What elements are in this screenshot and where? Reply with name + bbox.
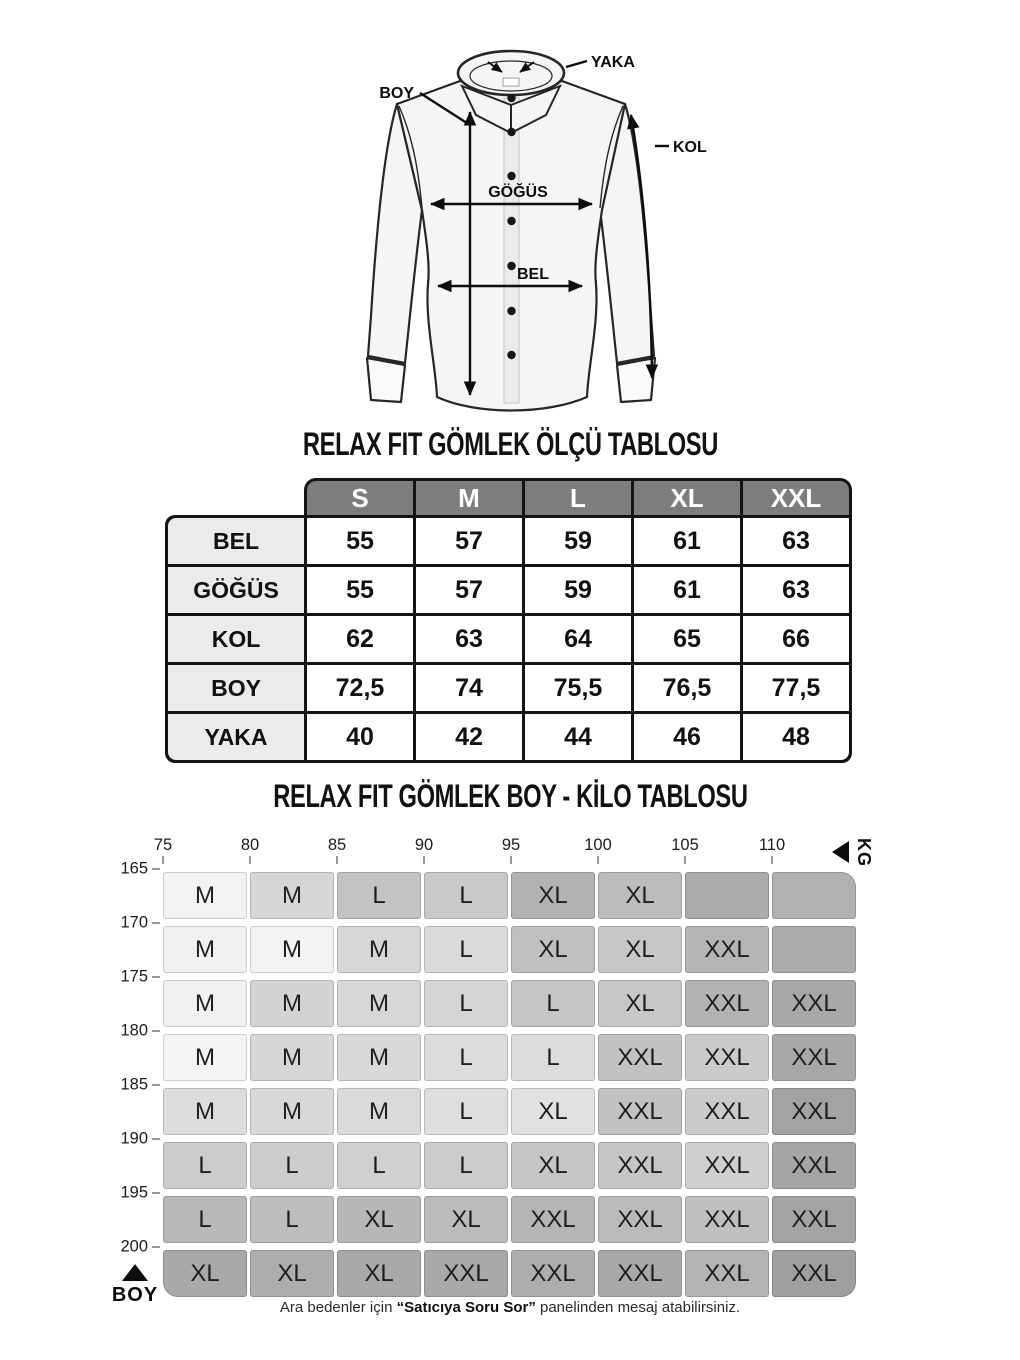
diagram-label-kol: KOL — [673, 139, 707, 156]
weight-tick-label: 95 — [501, 836, 521, 854]
matrix-cell: XL — [598, 980, 682, 1027]
size-value-cell: 76,5 — [634, 665, 740, 711]
kg-unit-label: KG — [854, 837, 874, 867]
height-tick-label: 170 — [120, 913, 148, 932]
weight-axis-unit — [832, 837, 878, 867]
matrix-cell: M — [250, 980, 334, 1027]
height-tick — [152, 1084, 160, 1086]
size-value-cell: 46 — [634, 714, 740, 760]
height-tick — [152, 1030, 160, 1032]
matrix-cell: XL — [250, 1250, 334, 1297]
matrix-cell: M — [163, 980, 247, 1027]
weight-tick-label: 110 — [758, 836, 786, 854]
matrix-cell: XL — [511, 926, 595, 973]
size-value-cell: 63 — [416, 616, 522, 662]
matrix-cell — [685, 872, 769, 919]
weight-tick — [771, 856, 773, 864]
height-tick — [152, 922, 160, 924]
weight-tick — [249, 856, 251, 864]
height-tick — [152, 868, 160, 870]
height-tick-label: 180 — [120, 1021, 148, 1040]
weight-tick — [162, 856, 164, 864]
collar-tag — [503, 78, 519, 86]
size-value-cell: 59 — [525, 567, 631, 613]
size-row-label: BEL — [168, 518, 304, 564]
matrix-cell: XL — [163, 1250, 247, 1297]
weight-tick-label: 90 — [414, 836, 434, 854]
height-tick-label: 185 — [120, 1075, 148, 1094]
size-column-header: S — [307, 481, 413, 515]
matrix-cell: M — [250, 1088, 334, 1135]
footnote — [0, 1299, 1020, 1316]
matrix-cell: XXL — [598, 1034, 682, 1081]
matrix-cell: XL — [337, 1196, 421, 1243]
weight-tick — [510, 856, 512, 864]
matrix-cell: XXL — [685, 926, 769, 973]
size-value-cell: 61 — [634, 567, 740, 613]
weight-tick-label: 85 — [327, 836, 347, 854]
weight-tick-label: 80 — [240, 836, 260, 854]
height-tick-label: 195 — [120, 1183, 148, 1202]
matrix-cell: L — [163, 1196, 247, 1243]
shirt-diagram — [300, 16, 740, 428]
footnote-bold: “Satıcıya Soru Sor” — [396, 1299, 536, 1316]
matrix-cell — [772, 926, 856, 973]
size-row-label: BOY — [168, 665, 304, 711]
left-cuff — [367, 358, 405, 402]
matrix-cell: M — [250, 872, 334, 919]
size-value-cell: 59 — [525, 518, 631, 564]
size-value-cell: 55 — [307, 567, 413, 613]
size-value-cell: 74 — [416, 665, 522, 711]
size-value-cell: 62 — [307, 616, 413, 662]
diagram-label-boy: BOY — [379, 85, 414, 102]
size-value-cell: 66 — [743, 616, 849, 662]
matrix-cell: L — [337, 872, 421, 919]
matrix-cell: M — [337, 980, 421, 1027]
matrix-cell: M — [163, 926, 247, 973]
matrix-cell: M — [250, 1034, 334, 1081]
size-value-cell: 57 — [416, 567, 522, 613]
matrix-cell: M — [163, 1088, 247, 1135]
height-tick-label: 190 — [120, 1129, 148, 1148]
height-tick-label: 200 — [120, 1237, 148, 1256]
matrix-cell: M — [163, 872, 247, 919]
size-column-header: XXL — [743, 481, 849, 515]
matrix-cell: L — [424, 926, 508, 973]
height-tick — [152, 1246, 160, 1248]
matrix-cell: XXL — [598, 1142, 682, 1189]
size-value-cell: 75,5 — [525, 665, 631, 711]
matrix-cell: XXL — [685, 1034, 769, 1081]
matrix-cell: XL — [598, 872, 682, 919]
matrix-cell: L — [424, 1142, 508, 1189]
weight-tick — [423, 856, 425, 864]
kg-left-arrow-icon — [832, 841, 849, 863]
matrix-cell: XXL — [772, 1142, 856, 1189]
size-column-header: M — [416, 481, 522, 515]
footnote-prefix: Ara bedenler için — [279, 1299, 397, 1316]
matrix-cell: L — [424, 980, 508, 1027]
size-column-header: XL — [634, 481, 740, 515]
diagram-label-gogus: GÖĞÜS — [488, 184, 548, 201]
matrix-cell: XL — [337, 1250, 421, 1297]
size-table-title: RELAX FIT GÖMLEK ÖLÇÜ TABLOSU — [302, 426, 718, 462]
size-table-header — [304, 478, 852, 518]
weight-tick-label: 75 — [153, 836, 173, 854]
matrix-cell: M — [250, 926, 334, 973]
matrix-cell: XXL — [772, 1034, 856, 1081]
matrix-cell: XL — [598, 926, 682, 973]
matrix-cell: M — [337, 1034, 421, 1081]
size-value-cell: 42 — [416, 714, 522, 760]
size-value-cell: 64 — [525, 616, 631, 662]
height-tick — [152, 976, 160, 978]
size-value-cell: 57 — [416, 518, 522, 564]
matrix-cell: XXL — [685, 1250, 769, 1297]
matrix-cell: L — [163, 1142, 247, 1189]
matrix-cell: XXL — [685, 1196, 769, 1243]
matrix-cell: XXL — [511, 1196, 595, 1243]
size-row-label: YAKA — [168, 714, 304, 760]
matrix-cell: XXL — [598, 1196, 682, 1243]
matrix-cell: XXL — [424, 1250, 508, 1297]
matrix-cell: XXL — [598, 1088, 682, 1135]
size-value-cell: 61 — [634, 518, 740, 564]
matrix-cell: M — [337, 926, 421, 973]
size-row-label: KOL — [168, 616, 304, 662]
weight-tick — [597, 856, 599, 864]
matrix-cell: XXL — [772, 1196, 856, 1243]
matrix-cell: XXL — [772, 1088, 856, 1135]
height-tick — [152, 1138, 160, 1140]
matrix-cell: L — [424, 1088, 508, 1135]
boy-up-arrow-icon — [122, 1264, 148, 1281]
height-tick-label: 175 — [120, 967, 148, 986]
footnote-suffix: panelinden mesaj atabilirsiniz. — [535, 1299, 741, 1316]
diagram-label-bel: BEL — [517, 266, 549, 283]
size-value-cell: 63 — [743, 567, 849, 613]
diagram-label-yaka: YAKA — [591, 54, 635, 71]
size-value-cell: 48 — [743, 714, 849, 760]
height-weight-matrix — [108, 832, 914, 1316]
weight-tick-label: 105 — [671, 836, 699, 854]
weight-tick — [684, 856, 686, 864]
matrix-cell: XL — [511, 1142, 595, 1189]
matrix-cell — [772, 872, 856, 919]
matrix-cell: M — [337, 1088, 421, 1135]
size-value-cell: 44 — [525, 714, 631, 760]
matrix-cell: XXL — [685, 1088, 769, 1135]
size-table — [165, 478, 855, 770]
boy-unit-label: BOY — [111, 1284, 159, 1306]
matrix-cell: L — [337, 1142, 421, 1189]
size-value-cell: 55 — [307, 518, 413, 564]
matrix-title: RELAX FIT GÖMLEK BOY - KİLO TABLOSU — [272, 778, 748, 814]
matrix-cell: M — [163, 1034, 247, 1081]
size-value-cell: 72,5 — [307, 665, 413, 711]
matrix-cell: L — [511, 980, 595, 1027]
height-tick — [152, 1192, 160, 1194]
matrix-cell: XXL — [511, 1250, 595, 1297]
size-value-cell: 63 — [743, 518, 849, 564]
matrix-cell: XXL — [685, 1142, 769, 1189]
matrix-cell: L — [250, 1142, 334, 1189]
matrix-cell: XXL — [772, 1250, 856, 1297]
matrix-cell: XL — [511, 872, 595, 919]
size-value-cell: 77,5 — [743, 665, 849, 711]
matrix-cell: L — [511, 1034, 595, 1081]
matrix-cell: L — [424, 872, 508, 919]
matrix-cell: L — [424, 1034, 508, 1081]
matrix-cell: XL — [424, 1196, 508, 1243]
weight-tick-label: 100 — [584, 836, 612, 854]
size-column-header: L — [525, 481, 631, 515]
height-tick-label: 165 — [120, 859, 148, 878]
weight-tick — [336, 856, 338, 864]
right-cuff — [617, 358, 655, 402]
matrix-cell: XXL — [598, 1250, 682, 1297]
matrix-cell: XXL — [685, 980, 769, 1027]
size-value-cell: 40 — [307, 714, 413, 760]
size-row-label: GÖĞÜS — [168, 567, 304, 613]
matrix-cell: XL — [511, 1088, 595, 1135]
matrix-cell: L — [250, 1196, 334, 1243]
size-table-body — [165, 515, 852, 763]
matrix-cell: XXL — [772, 980, 856, 1027]
size-value-cell: 65 — [634, 616, 740, 662]
